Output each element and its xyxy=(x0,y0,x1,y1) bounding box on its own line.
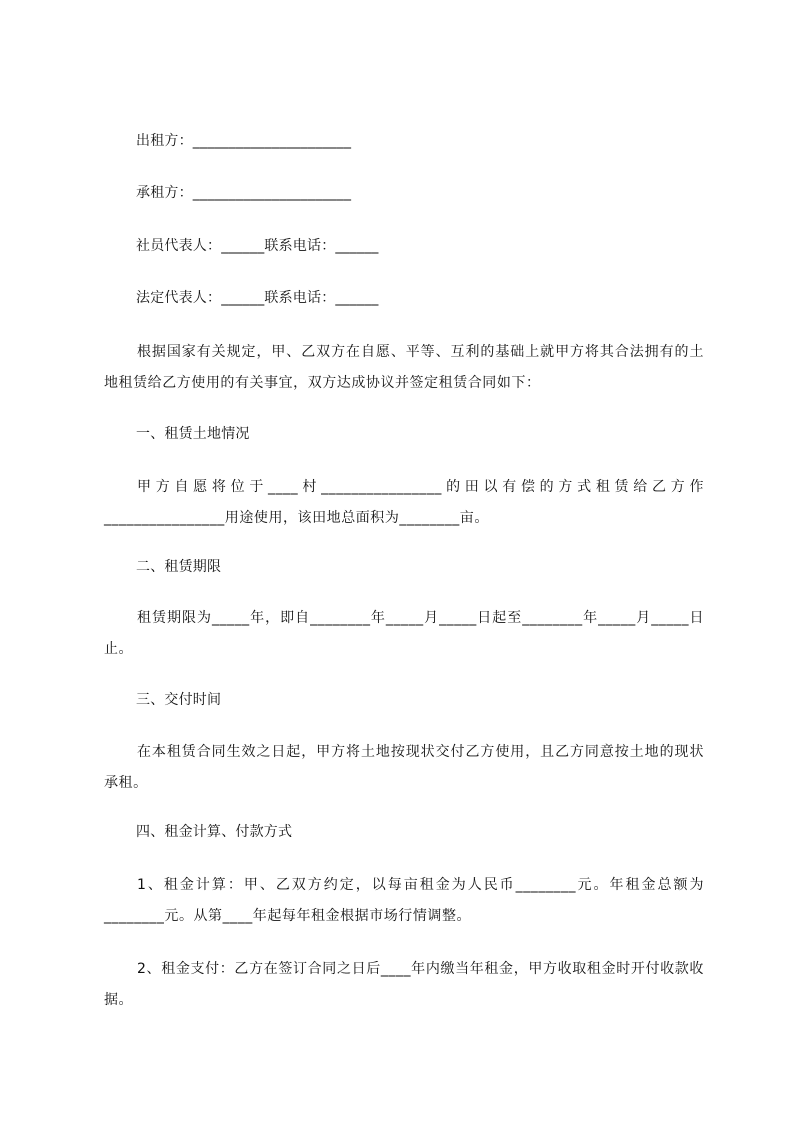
section-4-heading: 四、租金计算、付款方式 xyxy=(136,824,293,840)
section-2-heading: 二、租赁期限 xyxy=(136,559,222,575)
section-4-clause-1: 1、租金计算：甲、乙双方约定，以每亩租金为人民币________元。年租金总额为________元。从第____年起每年租金根据市场行情调整。 xyxy=(104,877,704,924)
section-4-clause-2: 2、租金支付：乙方在签订合同之日后____年内缴当年租金，甲方收取租金时开付收款收据。 xyxy=(104,961,704,1008)
section-3-heading: 三、交付时间 xyxy=(136,692,222,708)
member-representative-line: 社员代表人：______联系电话：______ xyxy=(136,238,379,254)
section-2-body: 租赁期限为_____年，即自________年_____月_____日起至________年_____月_____日止。 xyxy=(104,610,704,657)
section-1-body: 甲方自愿将位于____村________________的田以有偿的方式租赁给乙方作________________用途使用，该田地总面积为________亩。 xyxy=(104,479,704,526)
section-1-heading: 一、租赁土地情况 xyxy=(136,426,250,442)
lessee-line: 承租方：______________________ xyxy=(136,185,352,201)
legal-representative-line: 法定代表人：______联系电话：______ xyxy=(136,290,379,306)
intro-paragraph: 根据国家有关规定，甲、乙双方在自愿、平等、互利的基础上就甲方将其合法拥有的土地租赁给乙方使用的有关事宜，双方达成协议并签定租赁合同如下： xyxy=(104,344,704,391)
section-3-body: 在本租赁合同生效之日起，甲方将土地按现状交付乙方使用，且乙方同意按土地的现状承租。 xyxy=(104,744,704,791)
lessor-line: 出租方：______________________ xyxy=(136,133,352,149)
